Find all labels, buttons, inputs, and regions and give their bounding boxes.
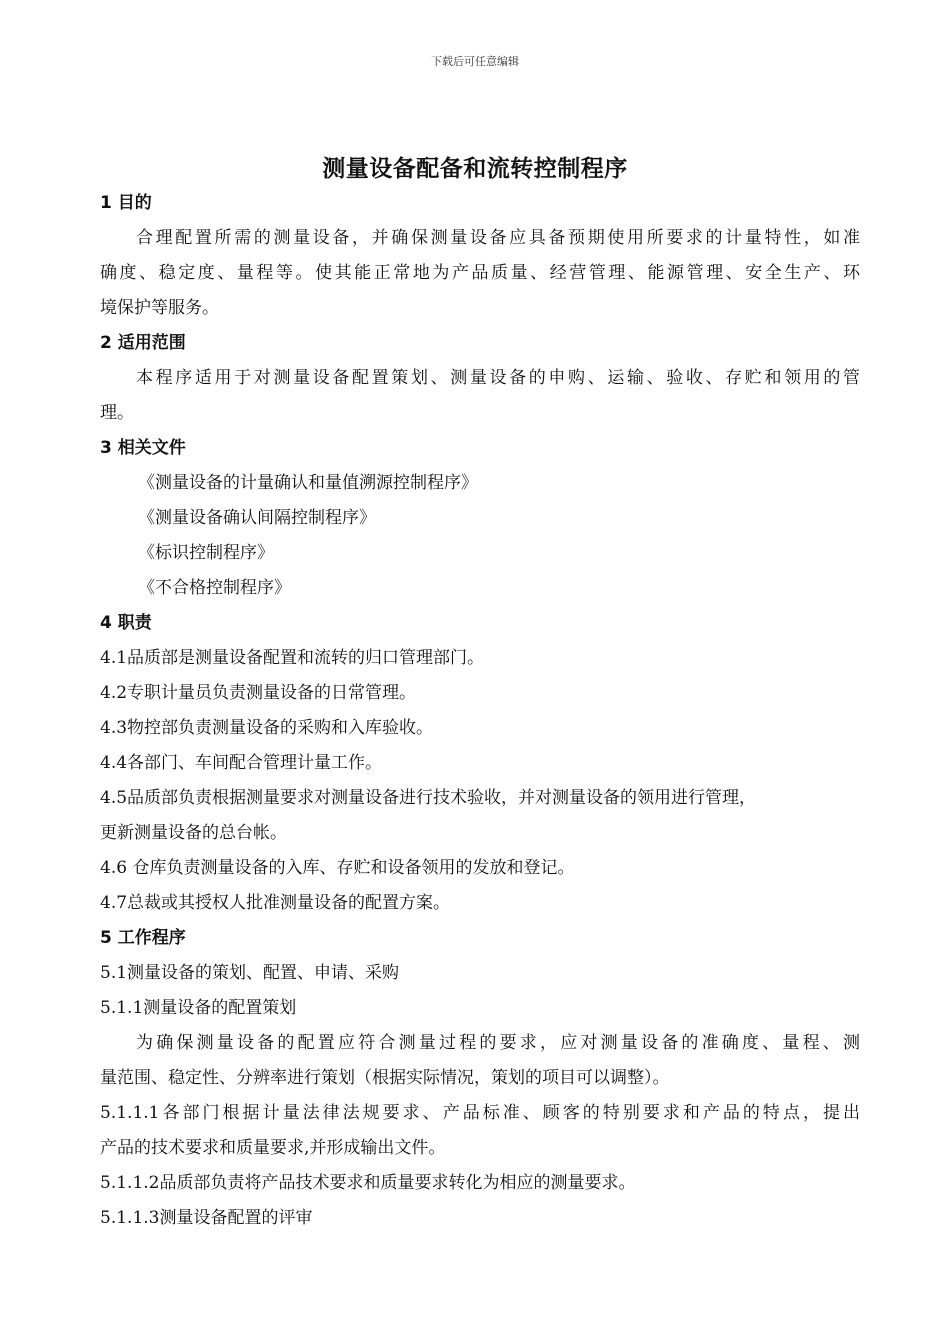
clause-line: 5.1.1.3测量设备配置的评审: [100, 1208, 313, 1228]
reference-item: 《测量设备确认间隔控制程序》: [138, 508, 376, 528]
clause-line: 产品的技术要求和质量要求,并形成输出文件。: [100, 1138, 446, 1158]
paragraph-line: 合理配置所需的测量设备，并确保测量设备应具备预期使用所要求的计量特性，如准: [136, 228, 860, 248]
reference-item: 《不合格控制程序》: [138, 578, 291, 598]
clause-line: 4.3物控部负责测量设备的采购和入库验收。: [100, 718, 434, 738]
clause-line: 4.1品质部是测量设备配置和流转的归口管理部门。: [100, 648, 485, 668]
paragraph-line: 本程序适用于对测量设备配置策划、测量设备的申购、运输、验收、存贮和领用的管: [136, 368, 860, 388]
clause-line: 5.1.1.1各部门根据计量法律法规要求、产品标准、顾客的特别要求和产品的特点，提出: [100, 1103, 860, 1123]
paragraph-line: 量范围、稳定性、分辨率进行策划（根据实际情况，策划的项目可以调整）。: [100, 1068, 670, 1088]
clause-line: 5.1.1测量设备的配置策划: [100, 998, 297, 1018]
document-body: [100, 186, 860, 1236]
paragraph-line: 确度、稳定度、量程等。使其能正常地为产品质量、经营管理、能源管理、安全生产、环: [100, 263, 860, 283]
clause-line: 更新测量设备的总台帐。: [100, 823, 287, 843]
section-heading-2: 2 适用范围: [100, 333, 186, 353]
section-heading-1: 1 目的: [100, 193, 152, 213]
paragraph-line: 境保护等服务。: [100, 298, 219, 318]
document-title: 测量设备配备和流转控制程序: [322, 156, 628, 182]
section-heading-5: 5 工作程序: [100, 928, 186, 948]
clause-line: 5.1测量设备的策划、配置、申请、采购: [100, 963, 400, 983]
section-heading-4: 4 职责: [100, 613, 152, 633]
clause-line: 5.1.1.2品质部负责将产品技术要求和质量要求转化为相应的测量要求。: [100, 1173, 636, 1193]
clause-line: 4.7总裁或其授权人批准测量设备的配置方案。: [100, 893, 451, 913]
paragraph-line: 理。: [100, 403, 134, 423]
reference-item: 《标识控制程序》: [138, 543, 274, 563]
section-heading-3: 3 相关文件: [100, 438, 186, 458]
clause-line: 4.2专职计量员负责测量设备的日常管理。: [100, 683, 417, 703]
clause-line: 4.4各部门、车间配合管理计量工作。: [100, 753, 383, 773]
header-note: 下载后可任意编辑: [431, 55, 519, 68]
clause-line: 4.5品质部负责根据测量要求对测量设备进行技术验收，并对测量设备的领用进行管理，: [100, 788, 757, 808]
paragraph-line: 为确保测量设备的配置应符合测量过程的要求，应对测量设备的准确度、量程、测: [136, 1033, 860, 1053]
reference-item: 《测量设备的计量确认和量值溯源控制程序》: [138, 473, 478, 493]
clause-line: 4.6 仓库负责测量设备的入库、存贮和设备领用的发放和登记。: [100, 858, 575, 878]
